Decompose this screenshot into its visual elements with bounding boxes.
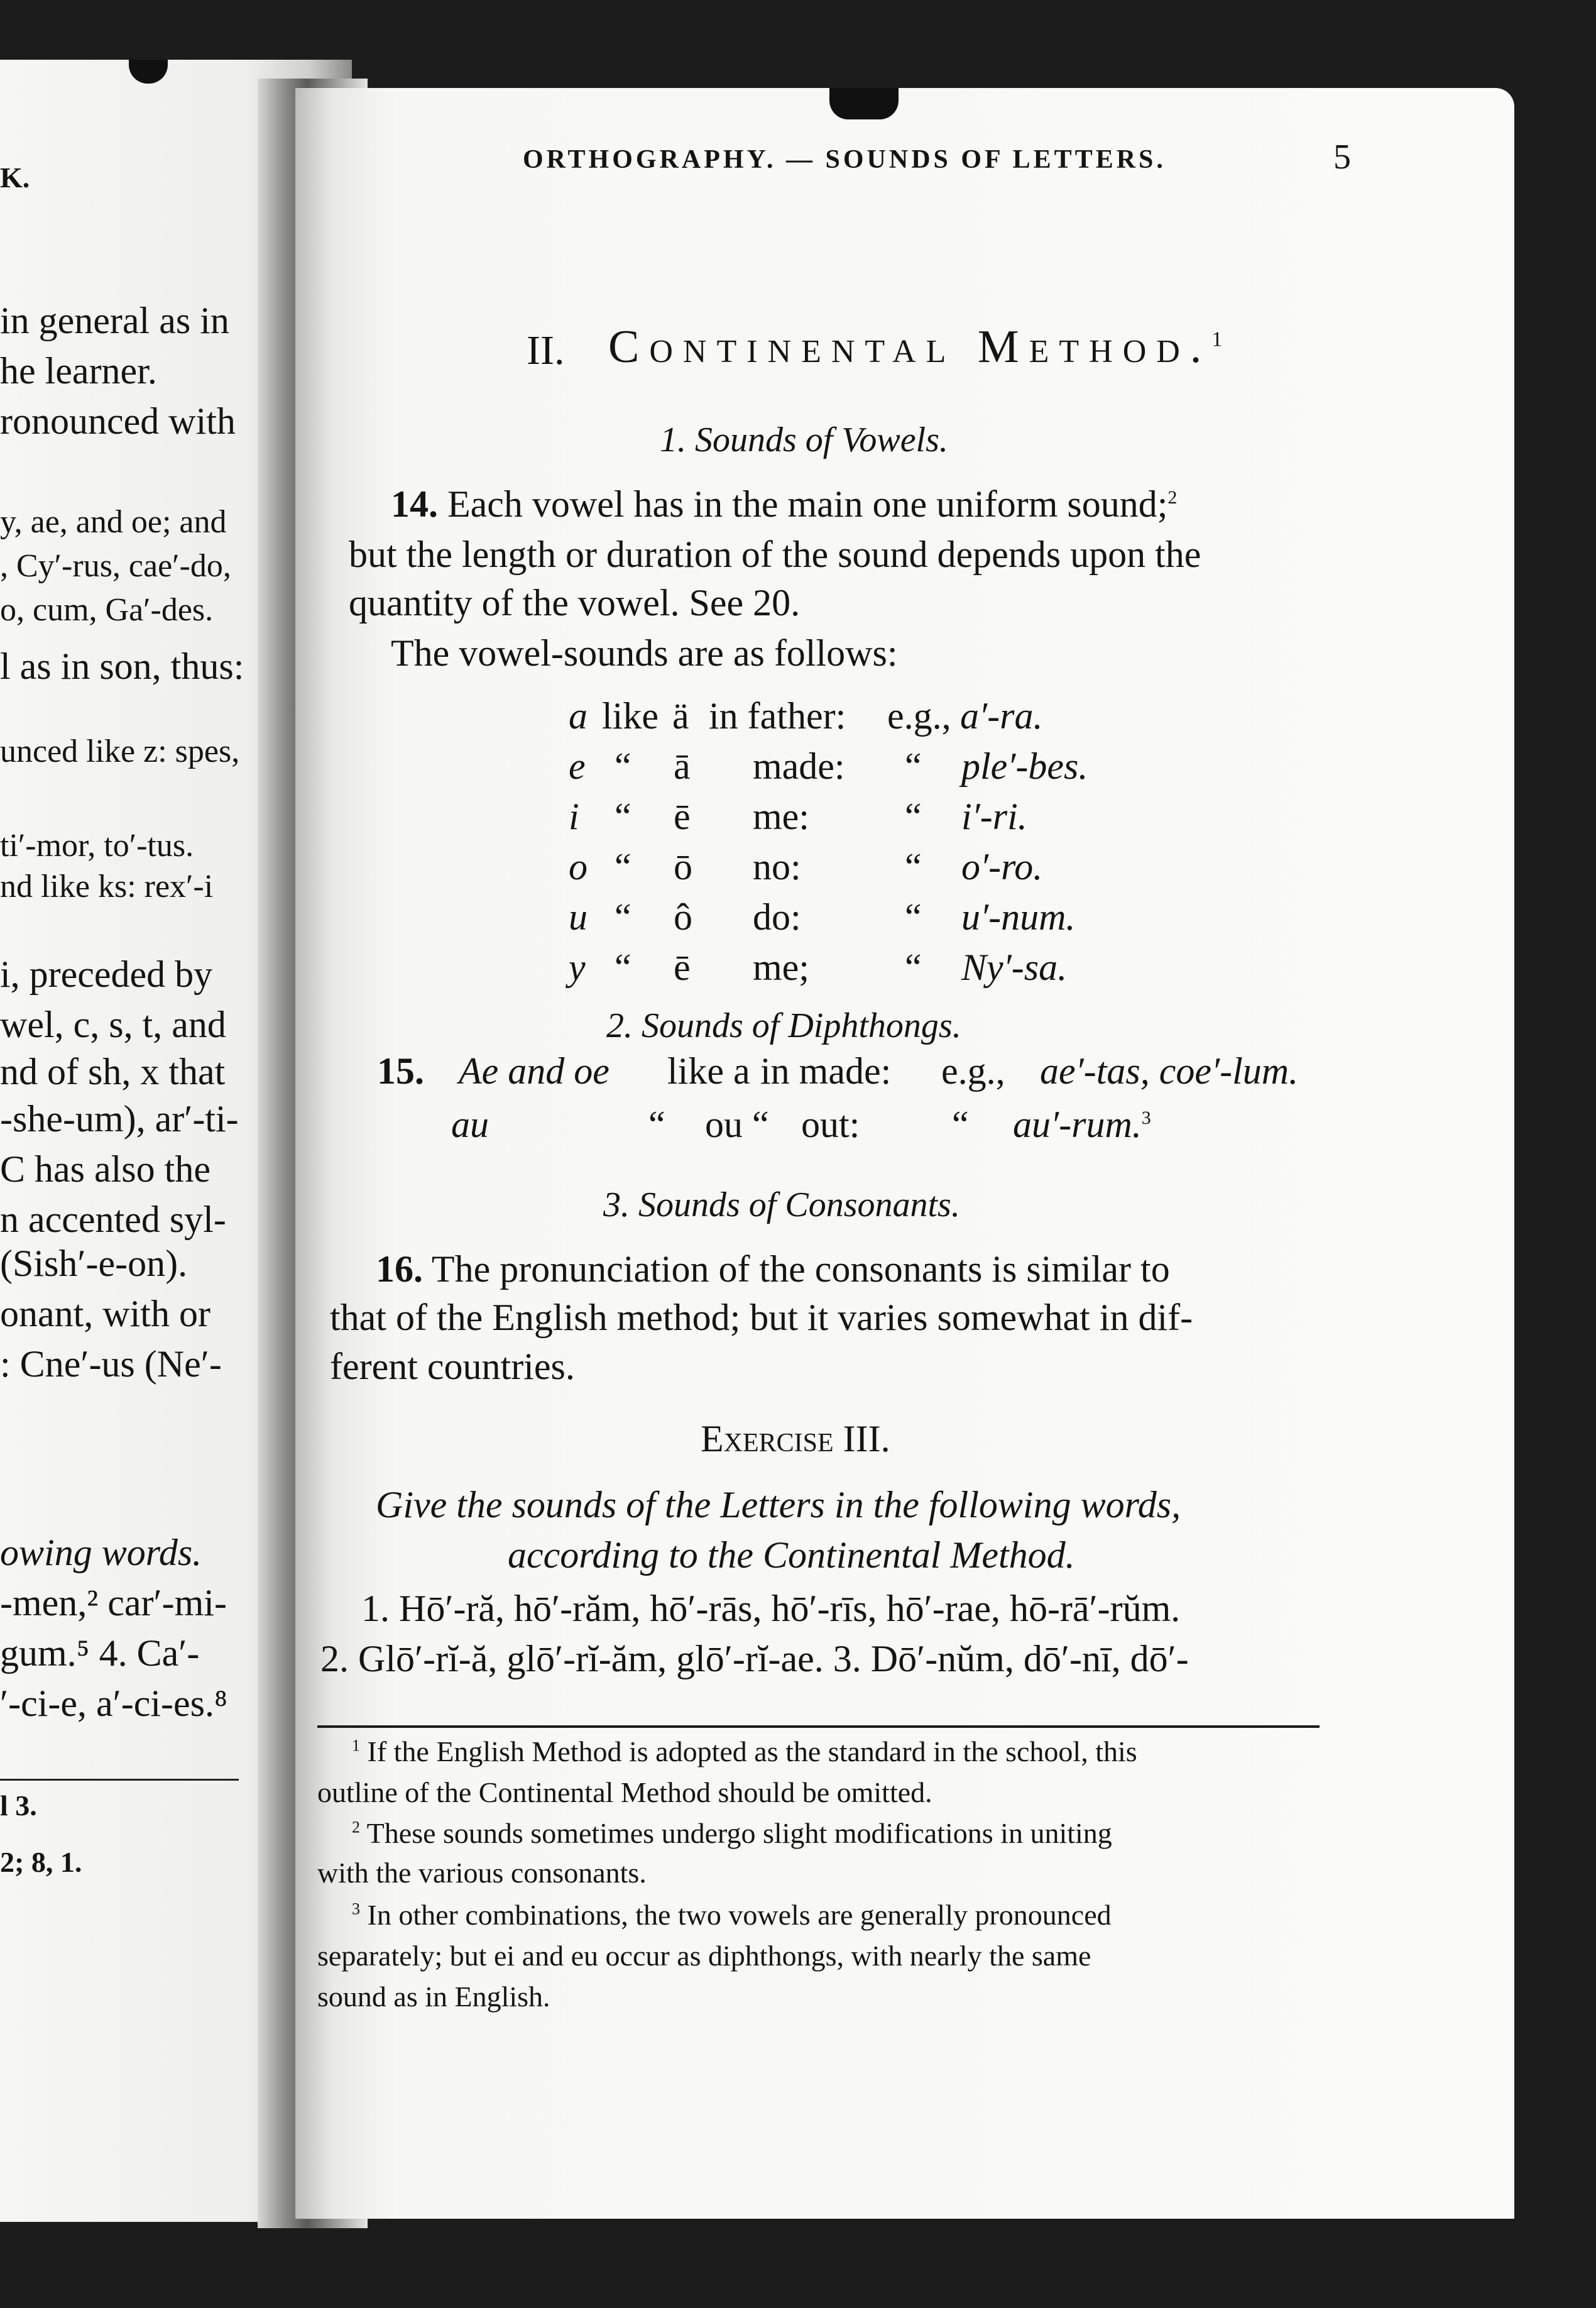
vowel-row-ditto: “ <box>615 947 631 988</box>
prev-page-line: o, cum, Ga′-des. <box>0 592 214 628</box>
prev-page-line: in general as in <box>0 300 229 341</box>
vowel-row-example: u′-num. <box>961 896 1076 938</box>
vowel-row-ditto2: “ <box>905 796 922 837</box>
para16-line1: 16. The pronunciation of the consonants is similar to <box>376 1248 1170 1290</box>
vowel-row-ditto: “ <box>615 896 631 938</box>
section-title: Continental Method.$^1$ <box>608 321 1223 373</box>
prev-page-line: he learner. <box>0 350 157 392</box>
prev-page-line: -men,² car′-mi- <box>0 1582 227 1624</box>
vowel-row-ditto2: e.g., <box>887 695 951 737</box>
vowel-row-word: do: <box>753 896 801 938</box>
diphthong-example: ae′-tas, coe′-lum. <box>1040 1050 1299 1092</box>
diphthong-out: out: <box>801 1104 860 1145</box>
prev-page-line: owing words. <box>0 1532 202 1573</box>
vowel-row-ditto2: “ <box>905 896 922 938</box>
prev-page-line: C has also the <box>0 1148 210 1190</box>
prev-page-line: gum.⁵ 4. Ca′- <box>0 1632 200 1674</box>
vowel-row-ditto2: “ <box>905 947 922 988</box>
prev-page-line: onant, with or <box>0 1293 210 1334</box>
vowel-row-example: o′-ro. <box>961 846 1043 887</box>
footnote-3-line3: sound as in English. <box>317 1981 550 2013</box>
vowel-row-sound: ô <box>674 896 692 938</box>
footnote-1-line1: $^1$ If the English Method is adopted as the standard in the school, this <box>352 1735 1137 1767</box>
prev-page-line: , Cy′-rus, cae′-do, <box>0 548 231 584</box>
diphthong-eg: e.g., <box>941 1050 1005 1092</box>
footnote-2-line1: $^2$ These sounds sometimes undergo slight modifications in uniting <box>352 1817 1112 1849</box>
exercise-title: Exercise III. <box>701 1418 890 1459</box>
vowel-row-letter: u <box>569 896 588 938</box>
prev-page-line: 2; 8, 1. <box>0 1846 82 1878</box>
vowel-row-ditto: “ <box>615 846 631 887</box>
prev-page-line: -she-um), ar′-ti- <box>0 1098 239 1140</box>
prev-page-line: : Cne′-us (Ne′- <box>0 1343 222 1385</box>
vowel-row-ditto: like <box>602 695 659 737</box>
vowel-row-word: made: <box>753 745 845 787</box>
vowel-row-example: i′-ri. <box>961 796 1027 837</box>
prev-page-line: l 3. <box>0 1789 37 1822</box>
footnote-2-line2: with the various consonants. <box>317 1857 647 1889</box>
prev-page-line: unced like z: spes, <box>0 734 240 769</box>
vowel-row-word: me: <box>753 796 809 837</box>
para16-line3: ferent countries. <box>330 1346 575 1387</box>
exercise-line-2: 2. Glō′-rĭ-ă, glō′-rĭ-ăm, glō′-rĭ-ae. 3. Dō′-nŭm, dō′-nī, dō′- <box>320 1638 1189 1679</box>
para14-line3: quantity of the vowel. See 20. <box>349 582 801 624</box>
vowel-row-letter: a <box>569 695 588 737</box>
vowel-row-sound: ā <box>674 745 691 787</box>
footnote-3-line2: separately; but ei and eu occur as diphthongs, with nearly the same <box>317 1940 1091 1972</box>
prev-page-line: wel, c, s, t, and <box>0 1004 226 1045</box>
diphthong-like: like a <box>667 1050 750 1092</box>
prev-page-line: nd like ks: rex′-i <box>0 869 214 904</box>
exercise-instruction-1: Give the sounds of the Letters in the following words, <box>376 1484 1181 1525</box>
vowel-row-letter: o <box>569 846 588 887</box>
running-title: ORTHOGRAPHY. — SOUNDS OF LETTERS. <box>523 145 1166 174</box>
vowel-row-word: no: <box>753 846 801 887</box>
vowel-intro: The vowel-sounds are as follows: <box>391 632 898 674</box>
vowel-row-letter: e <box>569 745 586 787</box>
binding-hole <box>829 88 899 119</box>
diphthong-ou: ou “ <box>705 1104 769 1145</box>
para14-line1: 14. Each vowel has in the main one uniform sound;$^2$ <box>391 483 1178 525</box>
diphthong-word: in made: <box>760 1050 892 1092</box>
prev-page-line: K. <box>0 162 30 194</box>
prev-page-line: y, ae, and oe; and <box>0 504 227 540</box>
consonants-heading: 3. Sounds of Consonants. <box>603 1185 960 1224</box>
vowel-row-sound: ä <box>672 695 689 737</box>
diphthong-au: au <box>451 1104 489 1145</box>
footnote-1-line2: outline of the Continental Method should be omitted. <box>317 1776 932 1808</box>
diphthongs-heading: 2. Sounds of Diphthongs. <box>606 1006 961 1045</box>
vowel-row-sound: ē <box>674 796 691 837</box>
vowel-row-example: a′-ra. <box>960 695 1043 737</box>
vowel-row-word: me; <box>753 947 809 988</box>
vowel-row-letter: y <box>569 947 586 988</box>
prev-page-line: (Sish′-e-on). <box>0 1243 188 1284</box>
footnote-3-line1: $^3$ In other combinations, the two vowels are generally pronounced <box>352 1899 1112 1931</box>
exercise-line-1: 1. Hō′-ră, hō′-răm, hō′-rās, hō′-rīs, hō′-rae, hō-rā′-rŭm. <box>361 1588 1181 1629</box>
footnote-rule <box>317 1725 1320 1728</box>
para14-line2: but the length or duration of the sound depends upon the <box>349 534 1201 575</box>
diphthong-ditto: “ <box>648 1104 665 1145</box>
diphthong-letters: Ae and oe <box>459 1050 609 1092</box>
vowel-row-sound: ō <box>674 846 692 887</box>
vowel-row-ditto: “ <box>615 796 631 837</box>
vowel-row-word: in father: <box>709 695 846 737</box>
diphthong-ditto2: “ <box>952 1104 969 1145</box>
vowel-row-letter: i <box>569 796 579 837</box>
diphthong-au-example: au′-rum.$^3$ <box>1013 1104 1151 1145</box>
prev-page-line: ronounced with <box>0 400 236 442</box>
prev-page-line: n accented syl- <box>0 1199 226 1240</box>
para16-line2: that of the English method; but it varies somewhat in dif- <box>330 1297 1193 1338</box>
vowels-heading: 1. Sounds of Vowels. <box>660 420 948 459</box>
prev-page-line: i, preceded by <box>0 953 213 995</box>
prev-page-line: ti′-mor, to′-tus. <box>0 828 194 864</box>
vowel-row-sound: ē <box>674 947 691 988</box>
vowel-row-ditto2: “ <box>905 745 922 787</box>
prev-page-line: l as in son, thus: <box>0 646 244 687</box>
vowel-row-ditto2: “ <box>905 846 922 887</box>
vowel-row-example: ple′-bes. <box>961 745 1088 787</box>
vowel-row-example: Ny′-sa. <box>961 947 1068 988</box>
exercise-instruction-2: according to the Continental Method. <box>508 1534 1075 1576</box>
prev-page-footnote-rule <box>0 1779 239 1781</box>
vowel-row-ditto: “ <box>615 745 631 787</box>
prev-page-line: ′-ci-e, a′-ci-es.⁸ <box>0 1683 227 1724</box>
page-number: 5 <box>1333 138 1351 177</box>
para15-row1: 15. <box>377 1050 424 1092</box>
prev-page-line: nd of sh, x that <box>0 1051 226 1092</box>
section-numeral: II. <box>527 327 565 373</box>
